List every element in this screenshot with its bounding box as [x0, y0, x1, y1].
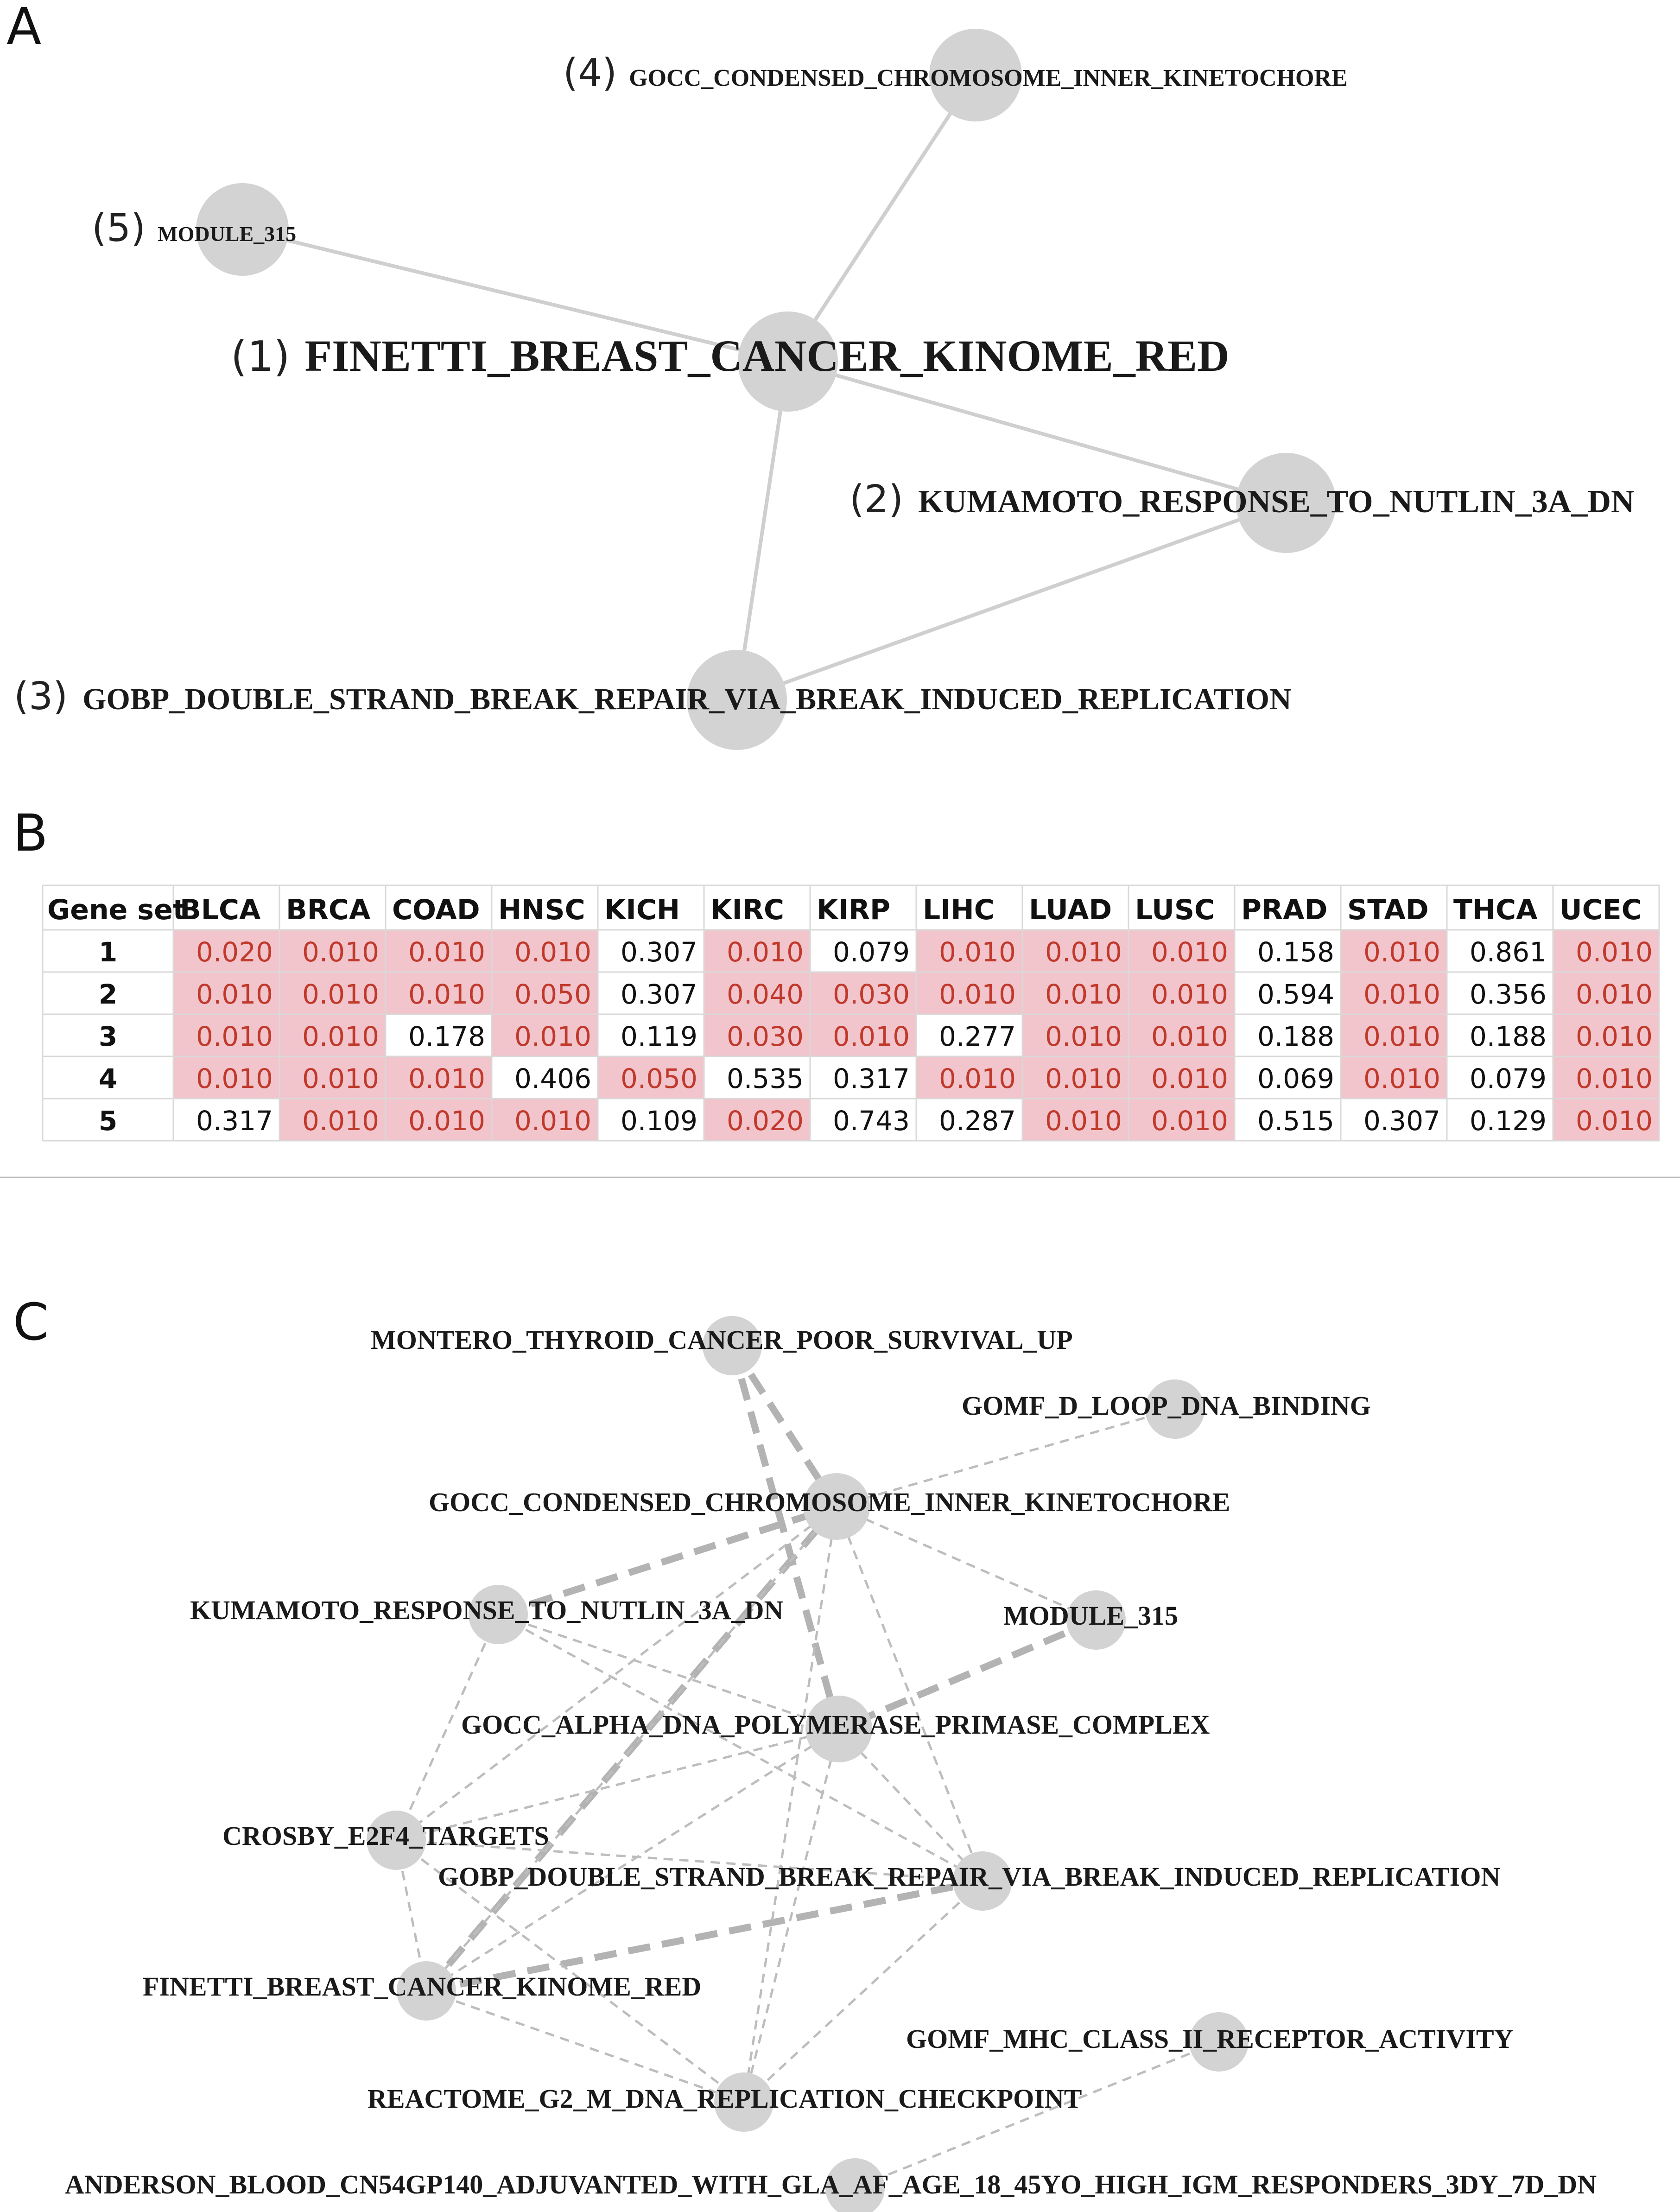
row-label: 4	[98, 1063, 118, 1094]
pvalue-cell: 0.317	[196, 1105, 273, 1137]
c-label-anderson: ANDERSON_BLOOD_CN54GP140_ADJUVANTED_WITH_GLA_AF_AGE_18_45YO_HIGH_IGM_RESPONDERS_3DY_7D_DN	[65, 2169, 1597, 2199]
pvalue-cell: 0.010	[408, 979, 485, 1010]
header-luad: LUAD	[1029, 894, 1112, 926]
pvalue-cell: 0.010	[1363, 1063, 1440, 1094]
pvalue-cell: 0.406	[514, 1063, 591, 1094]
pvalue-cell: 0.010	[1151, 1063, 1228, 1094]
pvalue-cell: 0.307	[620, 979, 697, 1010]
row-label: 1	[98, 936, 118, 968]
c-label-finetti: FINETTI_BREAST_CANCER_KINOME_RED	[143, 1971, 702, 2002]
row-label: 5	[98, 1105, 118, 1137]
pvalue-cell: 0.010	[514, 1021, 591, 1052]
panel-c-nodes	[367, 1316, 1249, 2212]
pvalue-cell: 0.050	[514, 979, 591, 1010]
c-label-gobp: GOBP_DOUBLE_STRAND_BREAK_REPAIR_VIA_BREAK_INDUCED_REPLICATION	[438, 1862, 1501, 1892]
pvalue-cell: 0.010	[726, 936, 804, 968]
pvalue-cell: 0.050	[620, 1063, 697, 1094]
a-node1-label: (1) FINETTI_BREAST_CANCER_KINOME_RED	[231, 331, 1230, 381]
pvalue-cell: 0.010	[1575, 1063, 1653, 1094]
c-label-kumamoto: KUMAMOTO_RESPONSE_TO_NUTLIN_3A_DN	[190, 1595, 784, 1625]
pvalue-cell: 0.010	[1151, 936, 1228, 968]
pvalue-cell: 0.010	[938, 979, 1016, 1010]
pvalue-cell: 0.535	[726, 1063, 804, 1094]
header-prad: PRAD	[1241, 894, 1328, 926]
c-label-alpha: GOCC_ALPHA_DNA_POLYMERASE_PRIMASE_COMPLEX	[461, 1710, 1210, 1740]
c-edge-gobp-reactome	[744, 1881, 983, 2102]
pvalue-cell: 0.119	[620, 1021, 697, 1052]
c-edge-gocc_ck-gobp	[837, 1506, 983, 1881]
pvalue-cell: 0.307	[620, 936, 697, 968]
row-label: 2	[98, 979, 118, 1010]
pvalue-cell: 0.109	[620, 1105, 697, 1137]
pvalue-cell: 0.743	[832, 1105, 910, 1137]
panel-c	[13, 1292, 1597, 2212]
panel-letter-a: A	[6, 0, 42, 56]
pvalue-cell: 0.010	[302, 1063, 379, 1094]
pvalue-cell: 0.010	[1575, 979, 1653, 1010]
pvalue-cell: 0.010	[1363, 936, 1440, 968]
pvalue-cell: 0.030	[832, 979, 910, 1010]
pvalue-cell: 0.010	[1045, 1105, 1122, 1137]
c-label-crosby: CROSBY_E2F4_TARGETS	[222, 1821, 549, 1851]
pvalue-cell: 0.861	[1469, 936, 1547, 968]
pvalue-cell: 0.010	[1575, 936, 1653, 968]
pvalue-cell: 0.010	[196, 1021, 273, 1052]
header-ucec: UCEC	[1560, 894, 1642, 926]
a-edge-1-4	[788, 75, 976, 362]
pvalue-cell: 0.020	[196, 936, 273, 968]
panel-a	[6, 0, 1635, 750]
pvalue-cell: 0.010	[1151, 979, 1228, 1010]
header-thca: THCA	[1453, 894, 1538, 926]
pvalue-cell: 0.020	[726, 1105, 804, 1137]
pvalue-cell: 0.356	[1469, 979, 1547, 1010]
a-node5-label: (5) MODULE_315	[92, 206, 297, 250]
pvalue-cell: 0.307	[1363, 1105, 1440, 1137]
a-edge-1-3	[737, 362, 788, 700]
pvalue-cell: 0.079	[1469, 1063, 1547, 1094]
pvalue-cell: 0.079	[832, 936, 910, 968]
c-label-reactome: REACTOME_G2_M_DNA_REPLICATION_CHECKPOINT	[368, 2084, 1082, 2114]
c-label-mhc: GOMF_MHC_CLASS_II_RECEPTOR_ACTIVITY	[906, 2024, 1514, 2054]
pvalue-cell: 0.010	[1045, 936, 1122, 968]
header-blca: BLCA	[180, 894, 261, 926]
pvalue-table	[0, 885, 1680, 1177]
pvalue-cell: 0.594	[1257, 979, 1334, 1010]
header-stad: STAD	[1347, 894, 1429, 926]
pvalue-cell: 0.040	[726, 979, 804, 1010]
panel-letter-b: B	[13, 803, 48, 863]
header-hnsc: HNSC	[498, 894, 585, 926]
c-edge-gocc_ck-crosby	[396, 1506, 837, 1840]
header-coad: COAD	[392, 894, 480, 926]
panel-c-edges	[396, 1346, 1219, 2188]
c-label-dloop: GOMF_D_LOOP_DNA_BINDING	[962, 1391, 1371, 1421]
pvalue-cell: 0.178	[408, 1021, 485, 1052]
pvalue-cell: 0.010	[1363, 979, 1440, 1010]
pvalue-cell: 0.010	[1151, 1021, 1228, 1052]
header-brca: BRCA	[286, 894, 371, 926]
pvalue-cell: 0.010	[938, 936, 1016, 968]
pvalue-cell: 0.010	[302, 1021, 379, 1052]
pvalue-cell: 0.010	[302, 936, 379, 968]
c-edge-alpha-reactome	[744, 1729, 839, 2102]
pvalue-cell: 0.010	[1575, 1021, 1653, 1052]
pvalue-cell: 0.010	[408, 936, 485, 968]
a-node3-label: (3) GOBP_DOUBLE_STRAND_BREAK_REPAIR_VIA_BREAK_INDUCED_REPLICATION	[14, 674, 1292, 718]
c-edge-mhc-anderson	[855, 2042, 1219, 2188]
pvalue-cell: 0.277	[938, 1021, 1016, 1052]
c-label-module: MODULE_315	[1003, 1601, 1178, 1631]
pvalue-cell: 0.010	[1045, 1063, 1122, 1094]
pvalue-cell: 0.010	[302, 1105, 379, 1137]
pvalue-cell: 0.010	[514, 1105, 591, 1137]
pvalue-cell: 0.010	[1151, 1105, 1228, 1137]
row-label: 3	[98, 1021, 118, 1052]
a-node2-label: (2) KUMAMOTO_RESPONSE_TO_NUTLIN_3A_DN	[850, 477, 1635, 521]
pvalue-cell: 0.287	[938, 1105, 1016, 1137]
pvalue-cell: 0.010	[832, 1021, 910, 1052]
c-edge-kumamoto-gobp	[498, 1615, 983, 1881]
pvalue-cell: 0.010	[408, 1063, 485, 1094]
pvalue-cell: 0.010	[1045, 979, 1122, 1010]
pvalue-cell: 0.010	[302, 979, 379, 1010]
c-label-gocc_ck: GOCC_CONDENSED_CHROMOSOME_INNER_KINETOCHORE	[429, 1487, 1230, 1517]
pvalue-cell: 0.010	[1045, 1021, 1122, 1052]
header-kirp: KIRP	[817, 894, 890, 926]
pvalue-cell: 0.188	[1469, 1021, 1547, 1052]
panel-letter-c: C	[13, 1292, 49, 1352]
pvalue-cell: 0.010	[514, 936, 591, 968]
pvalue-cell: 0.010	[196, 1063, 273, 1094]
pvalue-cell: 0.188	[1257, 1021, 1334, 1052]
pvalue-cell: 0.317	[832, 1063, 910, 1094]
header-gene-set: Gene set	[47, 894, 186, 926]
pvalue-cell: 0.129	[1469, 1105, 1547, 1137]
pvalue-cell: 0.158	[1257, 936, 1334, 968]
a-node4-label: (4) GOCC_CONDENSED_CHROMOSOME_INNER_KINETOCHORE	[563, 51, 1348, 95]
header-kirc: KIRC	[710, 894, 785, 926]
pvalue-cell: 0.010	[938, 1063, 1016, 1094]
pvalue-cell: 0.010	[408, 1105, 485, 1137]
a-edge-2-3	[737, 503, 1286, 700]
pvalue-cell: 0.010	[1363, 1021, 1440, 1052]
panel-b	[0, 803, 1680, 1177]
pvalue-cell: 0.010	[1575, 1105, 1653, 1137]
pvalue-cell: 0.515	[1257, 1105, 1334, 1137]
c-label-montero: MONTERO_THYROID_CANCER_POOR_SURVIVAL_UP	[371, 1325, 1073, 1355]
panel-a-nodes	[196, 29, 1336, 750]
pvalue-cell: 0.069	[1257, 1063, 1334, 1094]
c-edge-gocc_ck-finetti	[426, 1506, 837, 1991]
pvalue-cell: 0.030	[726, 1021, 804, 1052]
pvalue-cell: 0.010	[196, 979, 273, 1010]
header-lusc: LUSC	[1135, 894, 1215, 926]
header-kich: KICH	[604, 894, 680, 926]
header-lihc: LIHC	[923, 894, 995, 926]
